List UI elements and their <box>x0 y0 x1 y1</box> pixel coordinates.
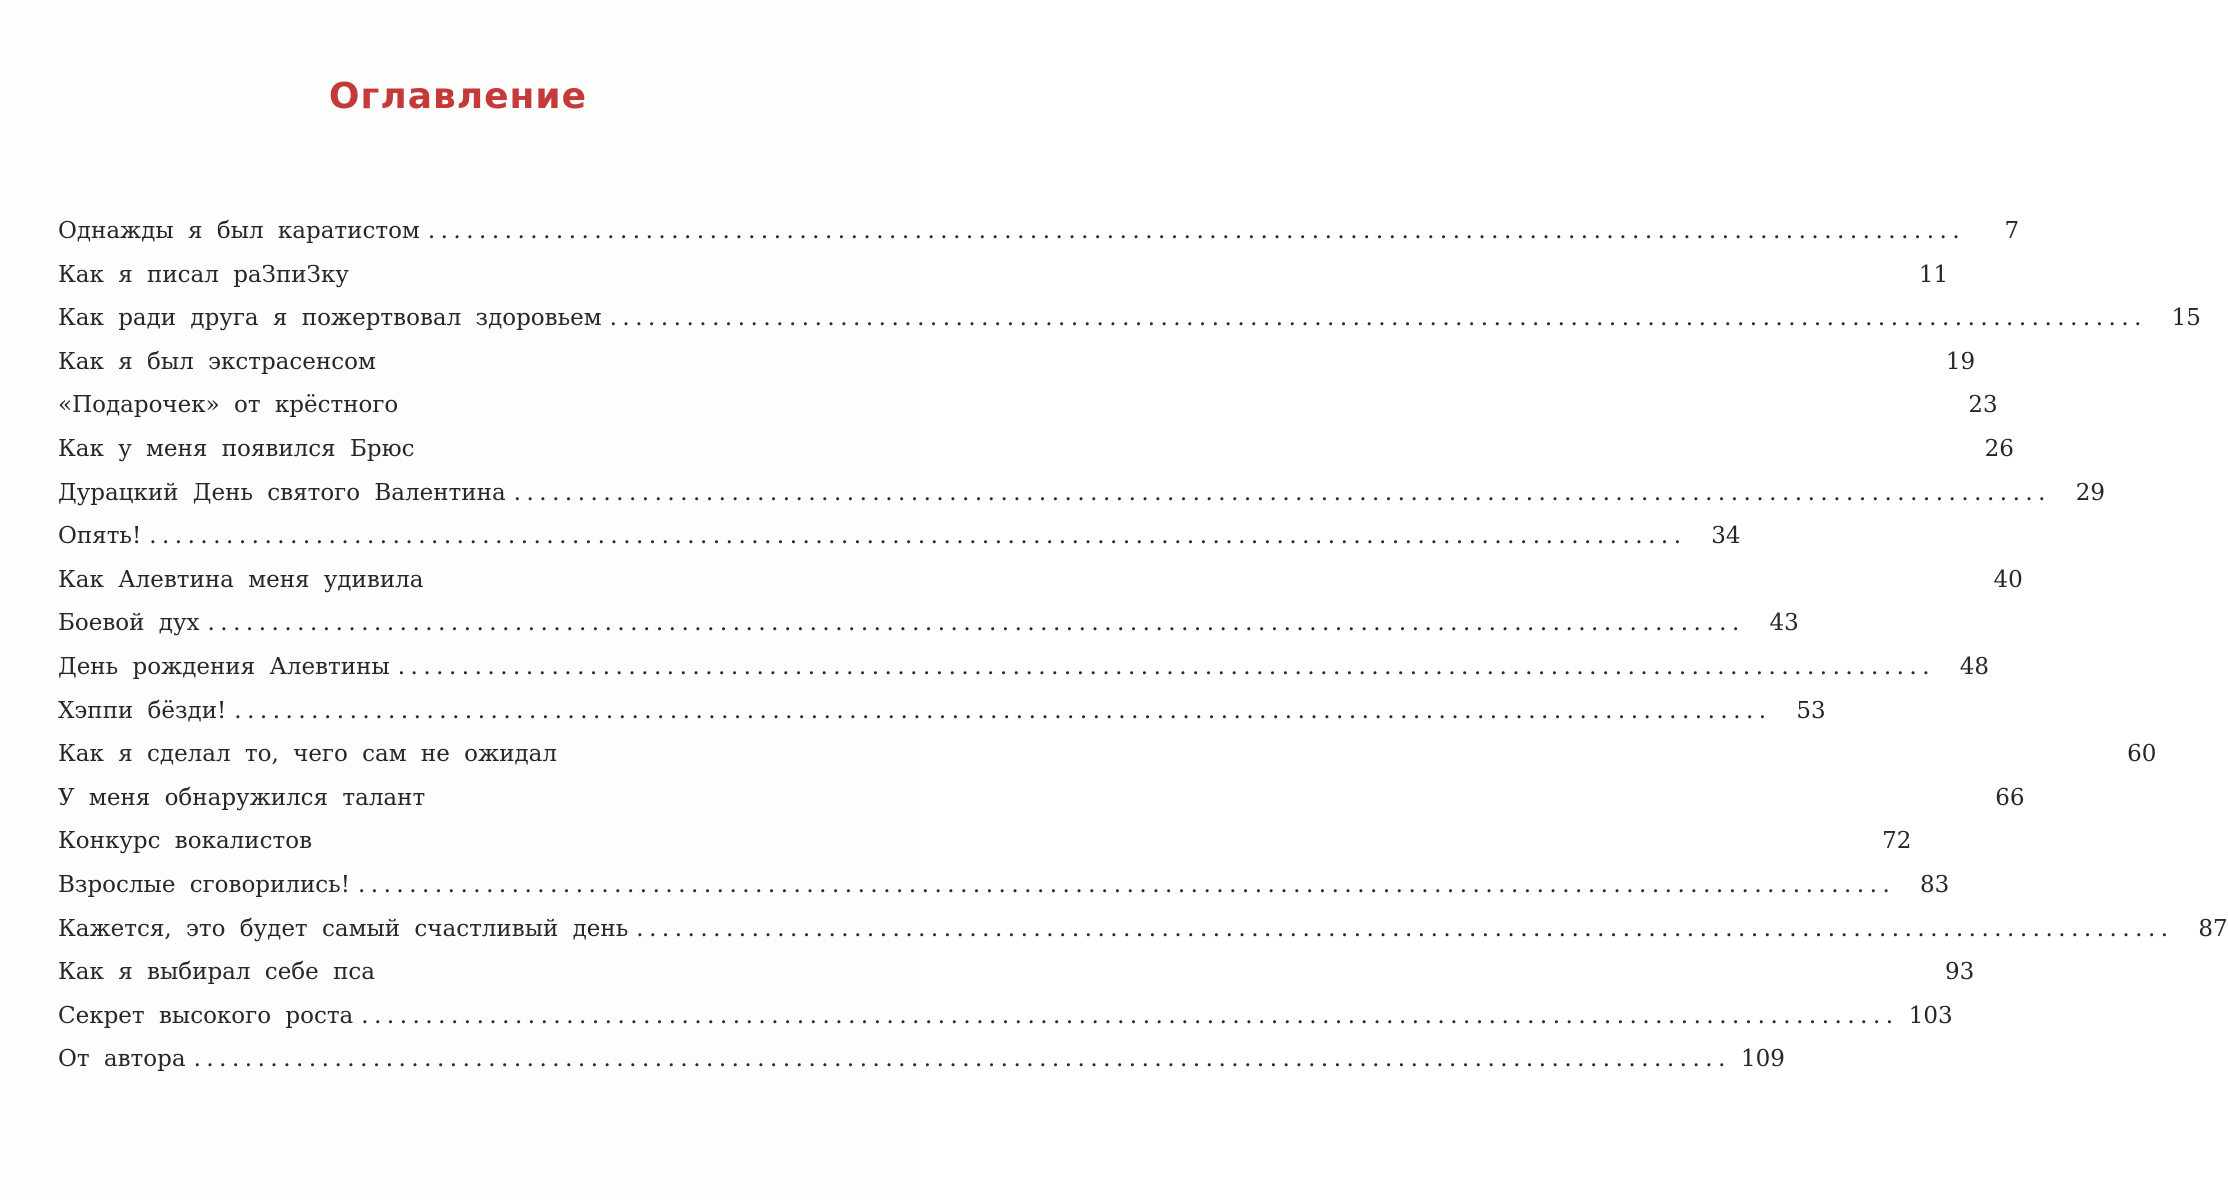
dot-leader: ........................................................................................................................ <box>234 697 1772 724</box>
toc-entry-page: 34 <box>1711 523 1741 550</box>
toc-entry-title: Как я писал раЗпиЗку <box>58 261 349 288</box>
toc-entry-title: Как у меня появился Брюс <box>58 435 415 462</box>
toc-entry-page: 53 <box>1796 697 1826 724</box>
toc-entry <box>58 646 1990 690</box>
toc-entry-title: Как ради друга я пожертвовал здоровьем <box>58 305 602 332</box>
toc-entry <box>58 690 1826 734</box>
toc-entry <box>58 951 1975 995</box>
dot-leader: ........................................................................................................................ <box>357 871 1896 898</box>
toc-entry <box>58 908 2228 952</box>
toc-entry-page: 26 <box>1984 435 2014 462</box>
toc-entry <box>58 602 1799 646</box>
table-of-contents <box>58 210 2228 1082</box>
toc-entry-title: Хэппи бёзди! <box>58 697 227 724</box>
toc-entry-page: 19 <box>1945 348 1976 375</box>
toc-entry-page: 66 <box>1995 784 2025 811</box>
toc-entry <box>58 820 1912 864</box>
toc-entry-title: Конкурс вокалистов <box>58 828 313 855</box>
toc-entry-title: От автора <box>58 1046 186 1073</box>
toc-entry-page: 87 <box>2198 915 2228 942</box>
toc-entry-title: День рождения Алевтины <box>58 653 390 680</box>
toc-entry-title: Дурацкий День святого Валентина <box>58 479 506 506</box>
toc-entry-page: 40 <box>1993 566 2023 593</box>
toc-entry-page: 7 <box>2004 218 2020 244</box>
toc-entry-page: 15 <box>2171 305 2201 332</box>
dot-leader: ........................................................................................................................ <box>609 305 2147 332</box>
toc-entry-page: 83 <box>1920 871 1950 898</box>
toc-entry <box>58 428 2014 472</box>
toc-entry-page: 48 <box>1959 653 1990 680</box>
toc-entry-page: 109 <box>1740 1046 1785 1073</box>
toc-entry-title: Однажды я был каратистом <box>58 218 420 244</box>
toc-entry-title: Как Алевтина меня удивила <box>58 566 424 593</box>
toc-entry <box>58 472 2105 516</box>
toc-entry-page: 72 <box>1882 828 1912 855</box>
toc-entry <box>58 297 2201 341</box>
toc-entry <box>58 995 1953 1039</box>
toc-entry <box>58 210 2020 254</box>
toc-entry-page: 23 <box>1968 392 1998 419</box>
toc-entry-page: 103 <box>1908 1002 1953 1029</box>
toc-entry-title: У меня обнаружился талант <box>58 784 426 811</box>
toc-entry-title: Боевой дух <box>58 610 200 637</box>
dot-leader: ........................................................................................................................ <box>397 653 1936 680</box>
dot-leader: ........................................................................................................................ <box>193 1046 1731 1073</box>
toc-entry-page: 11 <box>1918 261 1949 288</box>
toc-entry <box>58 777 2025 821</box>
toc-entry-page: 93 <box>1945 959 1975 986</box>
toc-entry-title: Кажется, это будет самый счастливый день <box>58 915 629 942</box>
toc-entry <box>58 254 1949 298</box>
toc-entry-page: 29 <box>2075 479 2105 506</box>
page-title: Оглавление <box>328 76 588 117</box>
toc-entry <box>58 559 2023 603</box>
toc-entry <box>58 1038 1785 1082</box>
dot-leader: ........................................................................................................................ <box>427 218 1966 244</box>
dot-leader: ........................................................................................................................ <box>361 1002 1899 1029</box>
toc-entry-title: «Подарочек» от крёстного <box>58 392 399 419</box>
toc-entry <box>58 341 1976 385</box>
toc-entry <box>58 384 1998 428</box>
toc-entry-title: Опять! <box>58 523 142 550</box>
toc-entry-title: Взрослые сговорились! <box>58 871 350 898</box>
toc-entry-title: Секрет высокого роста <box>58 1002 354 1029</box>
toc-entry <box>58 515 1741 559</box>
dot-leader: ........................................................................................................................ <box>149 523 1687 550</box>
toc-entry-title: Как я был экстрасенсом <box>58 348 376 375</box>
toc-entry-page: 60 <box>2127 741 2157 768</box>
toc-entry <box>58 864 1950 908</box>
toc-entry-title: Как я сделал то, чего сам не ожидал <box>58 741 558 768</box>
dot-leader: ........................................................................................................................ <box>636 915 2174 942</box>
toc-entry-title: Как я выбирал себе пса <box>58 959 375 986</box>
dot-leader: ........................................................................................................................ <box>207 610 1745 637</box>
dot-leader: ........................................................................................................................ <box>513 479 2051 506</box>
toc-entry <box>58 733 2157 777</box>
toc-entry-page: 43 <box>1769 610 1799 637</box>
